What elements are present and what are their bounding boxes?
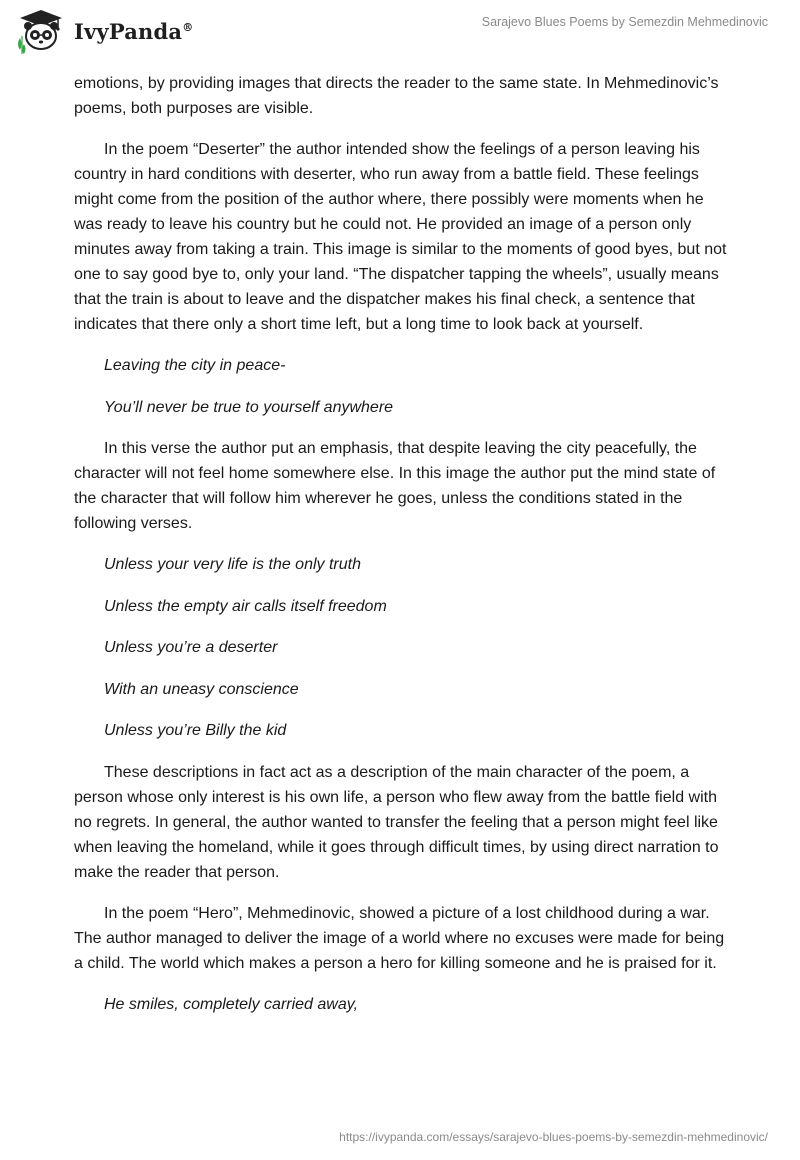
- essay-body: [74, 71, 734, 1033]
- document-title: Sarajevo Blues Poems by Semezdin Mehmedinovic: [481, 15, 768, 29]
- paragraph-intro: emotions, by providing images that directs the reader to the same state. In Mehmedinovic’s poems, both purposes are visible.: [74, 75, 719, 117]
- verse-line: Unless you’re Billy the kid: [104, 722, 287, 739]
- verse-line: Unless your very life is the only truth: [104, 556, 361, 573]
- ivypanda-logo[interactable]: [14, 8, 193, 54]
- paragraph-emphasis: In this verse the author put an emphasis, that despite leaving the city peacefully, the character will not feel home somewhere else. In this image the author put the mind state of the character that will follow him wherever he goes, unless the conditions stated in the following verses.: [74, 440, 716, 532]
- paragraph-deserter: In the poem “Deserter” the author intended show the feelings of a person leaving his country in hard conditions with deserter, who run away from a battle field. These feelings might come from the position of the author where, there possibly were moments when he was ready to leave his country but he could not. He provided an image of a person only minutes away from taking a train. This image is similar to the moments of good byes, but not one to say good bye to, only your land. “The dispatcher tapping the wheels”, usually means that the train is about to leave and the dispatcher makes his final check, a sentence that indicates that there only a short time left, but a long time to look back at yourself.: [74, 141, 727, 333]
- logo-wordmark: IvyPanda®: [74, 18, 194, 44]
- paragraph-descriptions: These descriptions in fact act as a description of the main character of the poem, a person whose only interest is his own life, a person who flew away from the battle field with no regrets. In general, the author wanted to transfer the feeling that a person might feel like when leaving the homeland, while it goes through difficult times, by using direct narration to make the reader that person.: [74, 763, 719, 881]
- source-url[interactable]: https://ivypanda.com/essays/sarajevo-blues-poems-by-semezdin-mehmedinovic/: [339, 1130, 768, 1144]
- verse-line: Unless the empty air calls itself freedom: [104, 597, 387, 615]
- paragraph-hero: In the poem “Hero”, Mehmedinovic, showed a picture of a lost childhood during a war. The author managed to deliver the image of a world where no excuses were made for being a child. The world which makes a person a hero for killing someone and he is praised for it.: [74, 904, 725, 972]
- verse-line: You’ll never be true to yourself anywhere: [104, 398, 394, 416]
- verse-line: He smiles, completely carried away,: [104, 995, 359, 1013]
- verse-line: Leaving the city in peace-: [104, 357, 286, 374]
- verse-line: Unless you’re a deserter: [104, 639, 278, 656]
- verse-line: With an uneasy conscience: [104, 680, 299, 698]
- page-header: [0, 0, 800, 64]
- panda-icon: [14, 8, 68, 54]
